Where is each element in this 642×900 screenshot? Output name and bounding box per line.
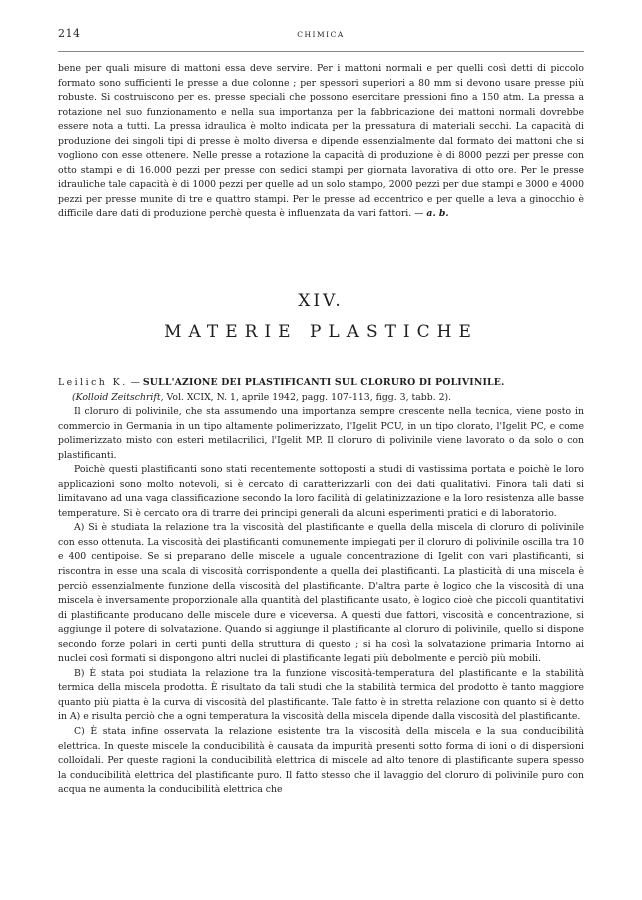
article-citation bbox=[58, 391, 584, 406]
article-body bbox=[58, 405, 584, 798]
running-title: CHIMICA bbox=[297, 30, 345, 39]
article-author: Leilich K. bbox=[58, 377, 128, 388]
preceding-body: bene per quali misure di mattoni essa deve servire. Per i mattoni normali e per quelli così detti di piccolo formato sono sufficienti le presse a due colonne ; per spessori superiori a 80 mm si devono usare presse più robuste. Si costruiscono per es. presse speciali che possono esercitare pressioni fino a 150 atm. La pressa a rotazione nel suo funzionamento e nella sua importanza per la fabbricazione dei mattoni normali dovrebbe essere nota a tutti. La pressa idraulica è molto indicata per la pressatura di materiali secchi. La capacità di produzione dei singoli tipi di presse è molto diversa e dipende essenzialmente dal formato dei mattoni che si vogliono con esse ottenere. Nelle presse a rotazione la capacità di produzione è di 8000 pezzi per presse con otto stampi e di 16.000 pezzi per presse con sedici stampi per giornata lavorativa di otto ore. Per le presse idrauliche tale capacità è di 1000 pezzi per quelle ad un solo stampo, 2000 pezzi per due stampi e 3000 e 4000 pezzi per presse munite di tre e quattro stampi. Per le presse ad eccentrico e per quelle a leva a ginocchio è difficile dare dati di produzione perchè questa è influenzata da vari fattori. — bbox=[58, 63, 584, 220]
article-paragraph: A) Si è studiata la relazione tra la viscosità del plastificante e quella della miscela di cloruro di polivinile con esso ottenuta. La viscosità dei plastificanti comunemente impiegati per il cloruro di polivinile oscilla tra 10 e 400 centipoise. Se si preparano delle miscele a uguale concentrazione di Igelit con vari plastificanti, si riscontra in esse una scala di viscosità corrispondente a quella dei plastificanti. La plasticità di una miscela è perciò essenzialmente funzione della viscosità del plastificante. D'altra parte è logico che la viscosità di una miscela è inversamente proporzionale alla quantità del plastificante usato, è logico cioè che piccoli quantitativi di plastificante producano delle miscele dure e viceversa. A questi due fattori, viscosità e concentrazione, si aggiunge il potere di solvatazione. Quando si aggiunge il plastificante al cloruro di polivinile, quello si dispone secondo forze polari in certi punti della struttura di questo ; si ha così la solvatazione primaria Intorno ai nuclei così formati si dispongono altri nuclei di plastificante legati più debolmente e perciò più mobili. bbox=[58, 522, 584, 665]
article-paragraph: Il cloruro di polivinile, che sta assumendo una importanza sempre crescente nella tecnica, viene posto in commercio in Germania in un tipo altamente polimerizzato, l'Igelit PCU, in un tipo clorato, l'Igelit PC, e come polimerizzato misto con esteri metilacrilici, l'Igelit MP. Il cloruro di polivinile viene lavorato o da solo o con plastificanti. bbox=[58, 406, 584, 461]
article-paragraph: C) È stata infine osservata la relazione esistente tra la viscosità della miscela e la sua conducibilità elettrica. In queste miscele la conducibilità è causata da impurità presenti sotto forma di ioni o di dispersioni colloidali. Per queste ragioni la conducibilità elettrica di miscele ad alto tenore di plastificante supera spesso la conducibilità elettrica del plastificante puro. Il fatto stesso che il lavaggio del cloruro di polivinile puro con acqua ne aumenta la conducibilità elettrica che bbox=[58, 726, 584, 796]
article-title: SULL'AZIONE DEI PLASTIFICANTI SUL CLORURO DI POLIVINILE. bbox=[142, 377, 505, 388]
article-journal: (Kolloid Zeitschrift, bbox=[72, 391, 164, 403]
article-reference bbox=[58, 376, 584, 405]
article-citation-details: Vol. XCIX, N. 1, aprile 1942, pagg. 107-113, figg. 3, tabb. 2). bbox=[163, 391, 452, 403]
header-rule bbox=[58, 51, 584, 52]
preceding-signature: a. b. bbox=[426, 208, 449, 220]
page-number: 214 bbox=[58, 27, 81, 40]
page-header bbox=[58, 27, 584, 43]
article-dash: — bbox=[127, 377, 143, 388]
preceding-paragraph bbox=[58, 62, 584, 222]
chapter-number: XIV. bbox=[298, 291, 344, 311]
article-paragraph: Poichè questi plastificanti sono stati recentemente sottoposti a studi di vastissima portata e poichè le loro applicazioni sono molto notevoli, si è cercato di caratterizzarli con dei dati qualitativi. Finora tali dati si limitavano ad una vaga classificazione secondo la loro facilità di gelatinizzazione e la loro resistenza alle basse temperature. Si è cercato ora di trarre dei principi generali da alcuni esperimenti pratici e di laboratorio. bbox=[58, 464, 584, 519]
article-paragraph: B) È stata poi studiata la relazione tra la funzione viscosità-temperatura del plastificante e la stabilità termica della miscela prodotta. È risultato da tali studi che la stabilità termica del prodotto è tanto maggiore quanto più piatta è la curva di viscosità del plastificante. Tale fatto è in stretta relazione con quanto si è detto in A) e risulta perciò che a ogni temperatura la viscosità della miscela dipende dalla viscosità del plastificante. bbox=[58, 667, 584, 723]
chapter-title: MATERIE PLASTICHE bbox=[164, 322, 478, 342]
preceding-article-text bbox=[58, 62, 584, 222]
